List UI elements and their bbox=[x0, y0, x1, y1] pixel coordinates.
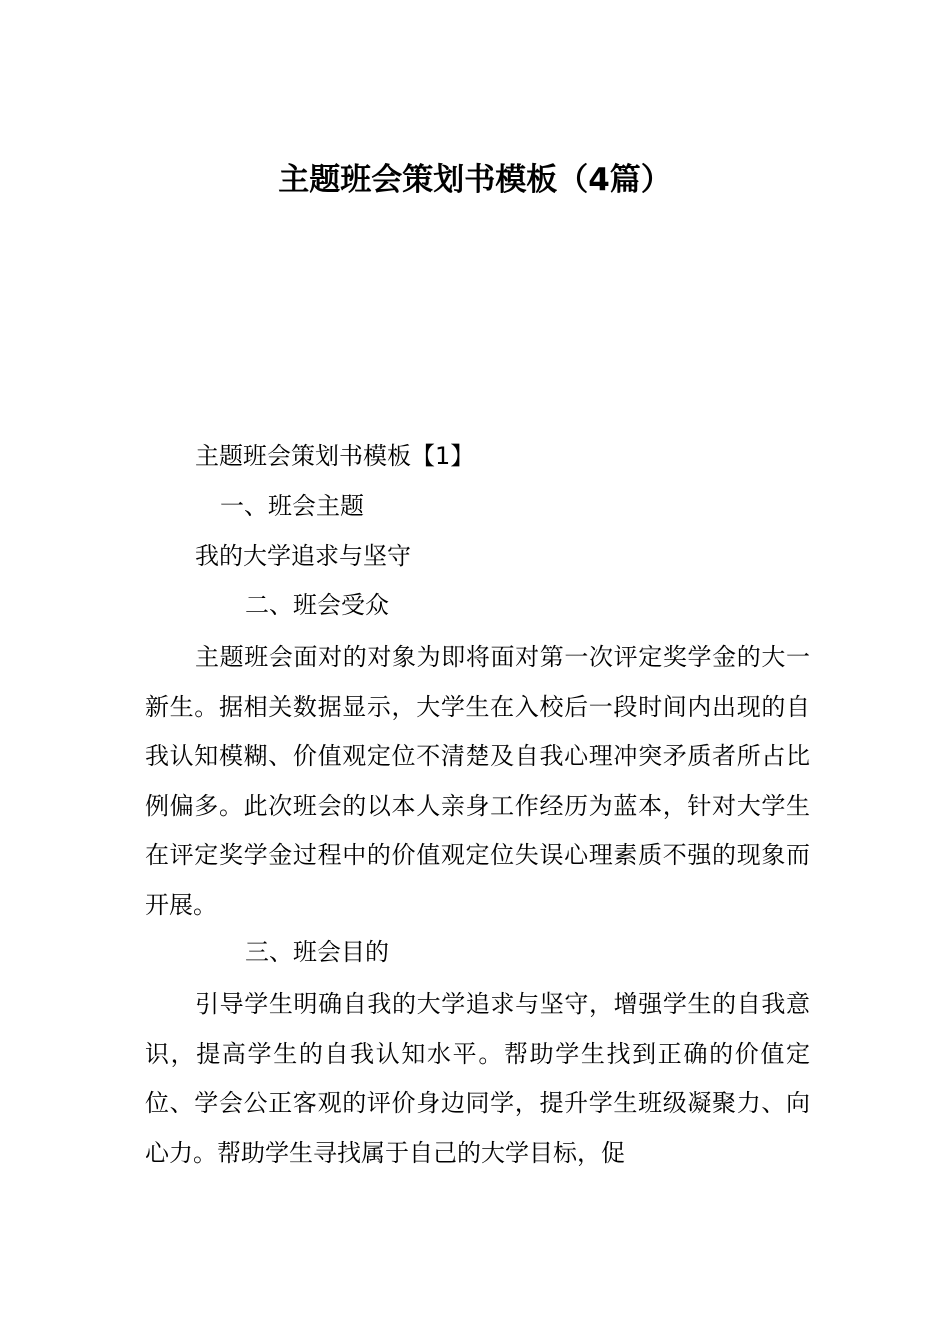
section-heading: 主题班会策划书模板【1】 bbox=[195, 442, 475, 470]
item-text-audience: 主题班会面对的对象为即将面对第一次评定奖学金的大一新生。据相关数据显示，大学生在入校后一段时间内出现的自我认知模糊、价值观定位不清楚及自我心理冲突矛质者所占比例偏多。此次班会的以本人亲身工作经历为蓝本，针对大学生在评定奖学金过程中的价值观定位失误心理素质不强的现象而开展。 bbox=[145, 643, 810, 919]
item-text-purpose: 引导学生明确自我的大学追求与坚守，增强学生的自我意识，提高学生的自我认知水平。帮助学生找到正确的价值定位、学会公正客观的评价身边同学，提升学生班级凝聚力、向心力。帮助学生寻找属于自己的大学目标，促 bbox=[145, 990, 810, 1167]
item-heading-theme: 一、班会主题 bbox=[220, 492, 364, 520]
item-heading-purpose: 三、班会目的 bbox=[245, 938, 389, 966]
item-heading-audience: 二、班会受众 bbox=[245, 591, 389, 619]
item-text-theme: 我的大学追求与坚守 bbox=[195, 542, 411, 570]
document-title: 主题班会策划书模板（4篇） bbox=[278, 162, 672, 198]
